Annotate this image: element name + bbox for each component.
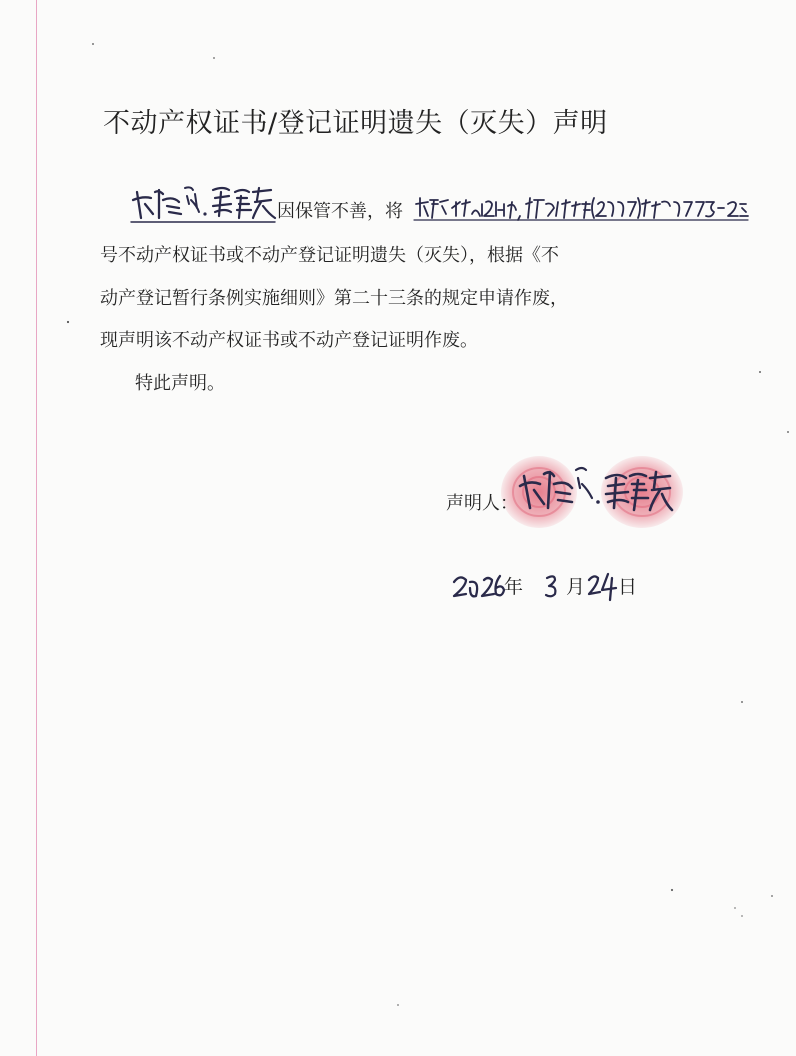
- date-year-unit: 年: [504, 576, 524, 598]
- paragraph-line4: 现声明该不动产权证书或不动产登记证明作废。: [100, 330, 478, 351]
- certificate-number-handwritten: [412, 190, 752, 224]
- date-year-handwritten: [450, 566, 510, 602]
- date-day-handwritten: [586, 568, 620, 602]
- applicant-handwritten-names: [129, 178, 277, 228]
- date-month-unit: 月: [566, 576, 586, 598]
- date-row: [450, 566, 650, 606]
- date-month-handwritten: [543, 570, 563, 600]
- closing-statement: 特此声明。: [135, 373, 225, 394]
- paragraph-line1-printed: 因保管不善，将: [277, 201, 403, 222]
- paragraph-line3: 动产登记暂行条例实施细则》第二十三条的规定申请作废，: [100, 288, 568, 309]
- date-day-unit: 日: [618, 576, 638, 598]
- document-title: 不动产权证书/登记证明遗失（灭失）声明: [103, 108, 608, 139]
- paragraph-line2: 号不动产权证书或不动产登记证明遗失（灭失），根据《不: [100, 245, 559, 266]
- declarant-signature-handwritten: [514, 458, 674, 524]
- declarant-label: 声明人：: [446, 493, 518, 514]
